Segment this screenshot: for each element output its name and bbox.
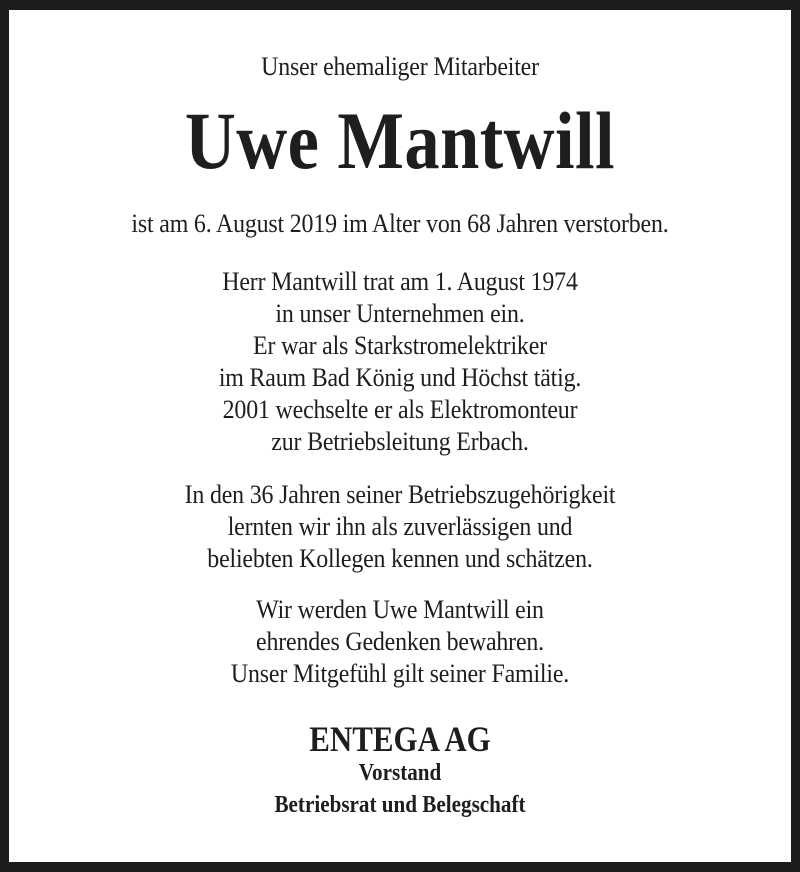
paragraph-line: 2001 wechselte er als Elektromonteur [222, 395, 578, 424]
paragraph-line: Wir werden Uwe Mantwill ein [256, 595, 544, 624]
paragraph-line: im Raum Bad König und Höchst tätig. [218, 363, 582, 392]
paragraph-line: Unser Mitgefühl gilt seiner Familie. [230, 659, 570, 688]
paragraph-line: Er war als Starkstromelektriker [253, 331, 547, 360]
signature-staff: Betriebsrat und Belegschaft [274, 792, 526, 818]
signature-board: Vorstand [358, 760, 442, 786]
paragraph-line: beliebten Kollegen kennen und schätzen. [207, 544, 593, 573]
paragraph-line: Herr Mantwill trat am 1. August 1974 [222, 267, 578, 296]
paragraph-line: lernten wir ihn als zuverlässigen und [227, 512, 573, 541]
paragraph-line: in unser Unternehmen ein. [275, 299, 525, 328]
death-notice-line: ist am 6. August 2019 im Alter von 68 Jahren verstorben. [131, 209, 669, 238]
paragraph-line: In den 36 Jahren seiner Betriebszugehörigkeit [184, 480, 616, 509]
paragraph-line: ehrendes Gedenken bewahren. [256, 627, 544, 656]
intro-text: Unser ehemaliger Mitarbeiter [261, 52, 539, 81]
paragraph-line: zur Betriebsleitung Erbach. [271, 427, 529, 456]
deceased-name: Uwe Mantwill [184, 95, 616, 186]
company-name: ENTEGA AG [309, 719, 491, 759]
